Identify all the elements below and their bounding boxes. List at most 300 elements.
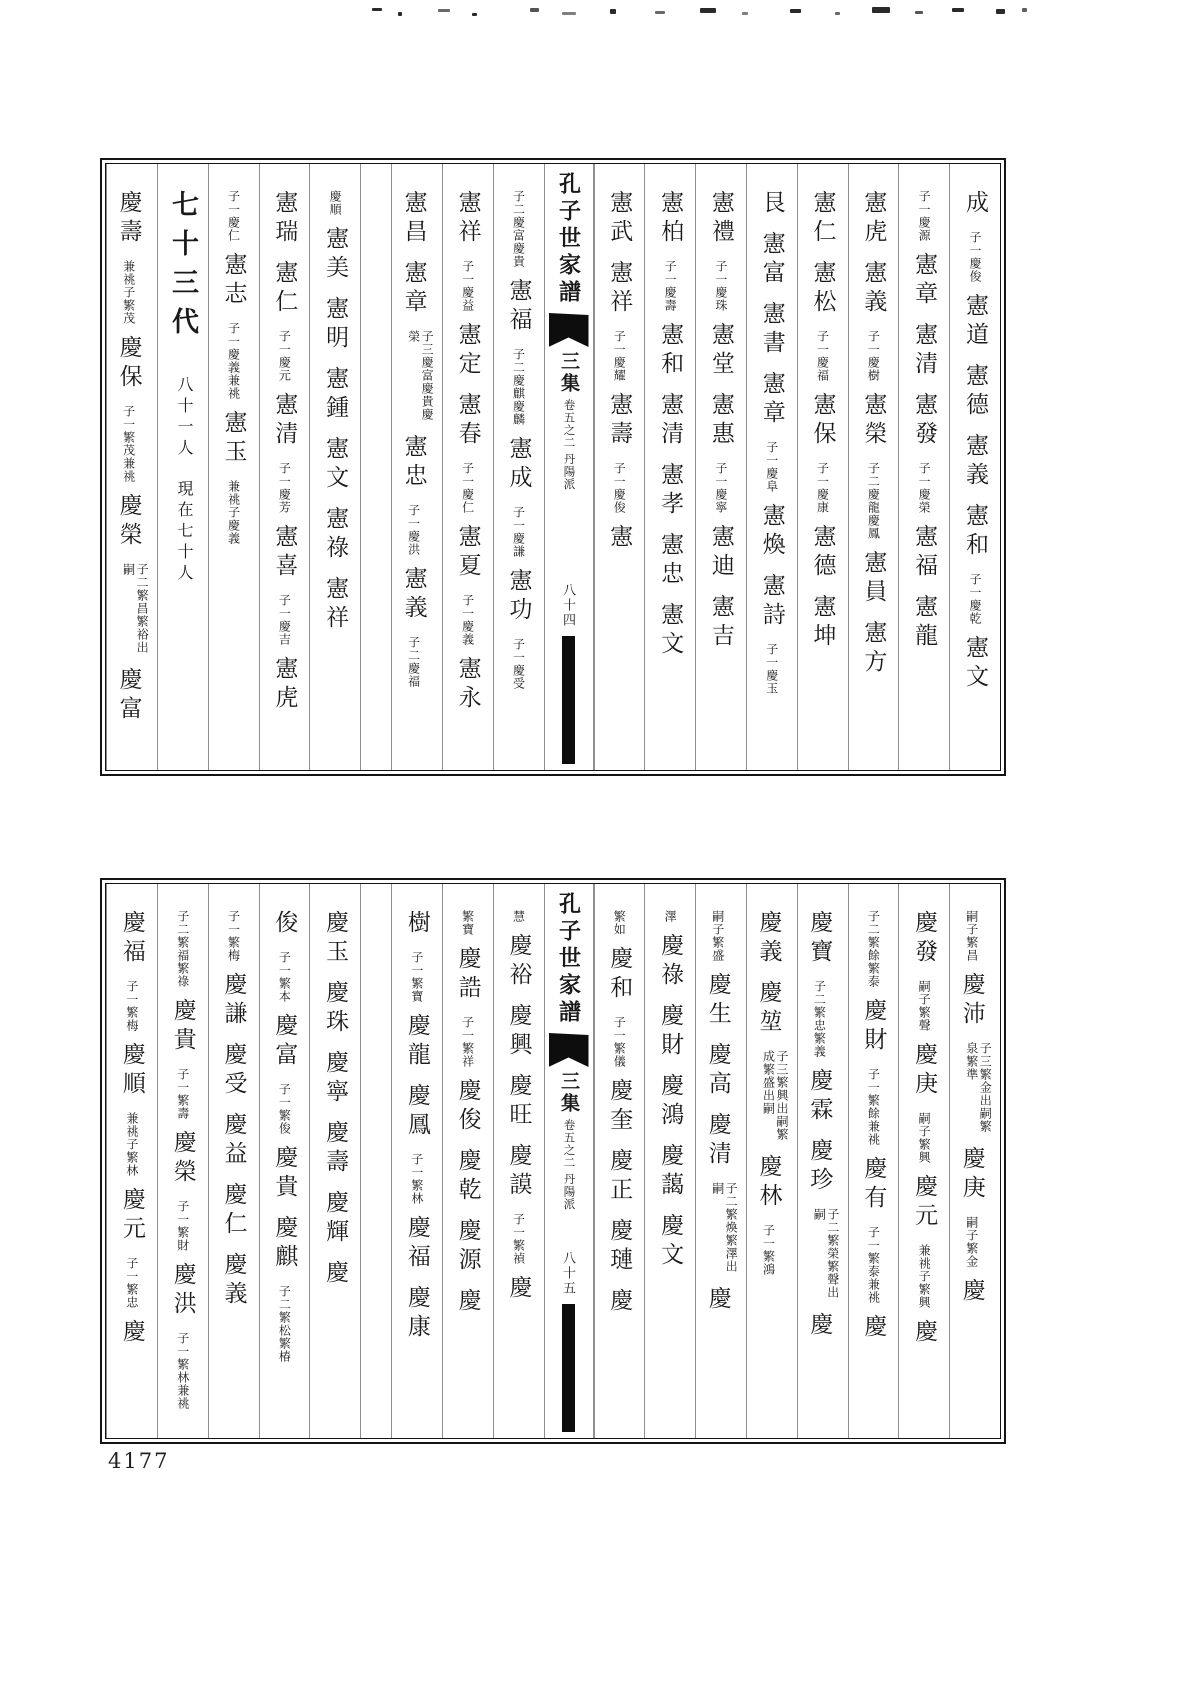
name-entry: 慶 — [607, 1288, 633, 1317]
name-entry: 憲發 — [912, 392, 938, 450]
name-entry: 憲和 — [962, 503, 988, 561]
genealogy-column — [746, 164, 797, 770]
column-text-flow — [272, 910, 298, 1434]
sons-annotation: 嗣子繁聲 — [917, 980, 932, 1032]
black-bar-mark — [562, 636, 575, 764]
name-entry: 憲保 — [810, 392, 836, 450]
name-entry: 憲虎 — [861, 190, 887, 248]
genealogy-column — [309, 164, 360, 770]
sons-annotation: 子一慶榮 — [917, 462, 932, 514]
name-entry: 慶龍 — [404, 1013, 430, 1071]
sons-annotation: 子一慶康 — [815, 462, 830, 514]
sons-annotation: 子一慶玉 — [764, 643, 779, 695]
sons-annotation: 子一繁壽 — [175, 1068, 190, 1120]
book-title: 孔子世家譜 — [556, 892, 582, 1027]
name-entry: 憲功 — [506, 568, 532, 626]
name-entry: 憲方 — [861, 620, 887, 678]
column-text-flow — [168, 190, 198, 766]
book-title: 孔子世家譜 — [556, 172, 582, 307]
genealogy-column — [949, 884, 1000, 1438]
genealogy-column — [493, 884, 544, 1438]
name-entry: 憲仁 — [810, 190, 836, 248]
genealogy-column — [208, 884, 259, 1438]
sons-annotation: 子一慶芳 — [277, 462, 292, 514]
name-entry: 憲堂 — [708, 322, 734, 380]
name-entry: 慶旺 — [506, 1073, 532, 1131]
name-entry: 慶奎 — [607, 1078, 633, 1136]
name-entry: 憲柏 — [658, 190, 684, 248]
genealogy-column — [848, 884, 899, 1438]
name-entry: 憲虎 — [272, 656, 298, 714]
name-entry: 憲仁 — [272, 260, 298, 318]
genealogy-column — [695, 164, 746, 770]
scan-artifact — [398, 12, 402, 16]
genealogy-column — [157, 884, 208, 1438]
sons-annotation: 子一繁茂兼祧 — [121, 405, 136, 483]
name-entry: 憲煥 — [759, 503, 785, 561]
column-text-flow — [221, 910, 247, 1434]
name-entry: 慶義 — [756, 910, 782, 968]
volume-label: 三集 — [558, 351, 579, 395]
name-entry: 慶庚 — [912, 1042, 938, 1100]
name-entry: 慶俊 — [455, 1078, 481, 1136]
name-entry: 慶富 — [116, 667, 142, 725]
sons-annotation: 子一慶吉 — [277, 594, 292, 646]
sons-annotation: 子二慶龍慶鳳 — [866, 462, 881, 540]
name-entry: 慶 — [119, 1319, 145, 1348]
name-entry: 慶和 — [607, 946, 633, 1004]
name-entry: 憲坤 — [810, 594, 836, 652]
sons-annotation: 子一慶俊 — [967, 231, 982, 283]
name-entry: 憲榮 — [861, 392, 887, 450]
name-entry: 憲永 — [455, 656, 481, 714]
name-entry: 憲清 — [272, 392, 298, 450]
name-entry: 慶霖 — [807, 1068, 833, 1126]
name-entry: 憲福 — [506, 278, 532, 336]
name-entry: 憲章 — [912, 252, 938, 310]
sons-annotation: 子一繁梅 — [124, 980, 139, 1032]
sons-annotation: 慧 — [511, 910, 526, 923]
name-entry: 慶 — [323, 1260, 349, 1289]
sons-annotation: 子一慶乾 — [967, 573, 982, 625]
sons-annotation: 子一慶壽 — [663, 260, 678, 312]
sons-annotation: 子三繁金出嗣繁泉繁準 — [964, 1042, 993, 1133]
genealogy-column — [644, 164, 695, 770]
sons-annotation: 子一繁俊 — [277, 1083, 292, 1135]
name-entry: 慶誥 — [455, 946, 481, 1004]
name-entry: 慶正 — [607, 1148, 633, 1206]
branch-label: 丹陽派 — [562, 1173, 575, 1211]
name-entry: 憲詩 — [759, 573, 785, 631]
name-entry: 憲德 — [962, 363, 988, 421]
name-entry: 慶璉 — [607, 1218, 633, 1276]
sons-annotation: 子一慶謙 — [511, 506, 526, 558]
sons-annotation: 子一慶義 — [460, 594, 475, 646]
genealogy-column — [695, 884, 746, 1438]
name-entry: 慶發 — [912, 910, 938, 968]
name-entry: 慶乾 — [455, 1148, 481, 1206]
name-entry: 慶康 — [404, 1285, 430, 1343]
column-text-flow — [506, 910, 532, 1434]
column-text-flow — [962, 190, 988, 766]
name-entry: 慶貴 — [272, 1145, 298, 1203]
sons-annotation: 兼祧子繁林 — [124, 1112, 139, 1177]
sons-annotation: 子二繁昌繁裕出嗣 — [121, 563, 150, 654]
scan-artifact — [372, 8, 382, 11]
name-entry: 慶寶 — [807, 910, 833, 968]
name-entry: 憲章 — [401, 260, 427, 318]
sons-annotation: 子一慶耀 — [612, 330, 627, 382]
scan-artifact — [655, 11, 665, 14]
column-text-flow — [756, 910, 788, 1434]
genealogy-column — [594, 164, 645, 770]
sons-annotation: 子一慶義兼祧 — [226, 322, 241, 400]
name-entry: 憲道 — [962, 293, 988, 351]
page-number: 4177 — [108, 1449, 170, 1473]
name-entry: 慶林 — [756, 1154, 782, 1212]
name-entry: 憲龍 — [912, 594, 938, 652]
genealogy-column — [309, 884, 360, 1438]
genealogy-column — [391, 884, 442, 1438]
column-text-flow — [759, 190, 785, 766]
name-entry: 憲孝 — [658, 462, 684, 520]
genealogy-sheet-top — [100, 158, 1006, 776]
name-entry: 慶有 — [861, 1156, 887, 1214]
sons-annotation: 兼祧子繁茂 — [121, 260, 136, 325]
sons-annotation: 子一繁梅 — [226, 910, 241, 962]
column-text-flow — [221, 190, 247, 766]
name-entry: 慶源 — [455, 1218, 481, 1276]
sons-annotation: 兼祧子繁興 — [917, 1244, 932, 1309]
scan-artifact — [996, 9, 1005, 14]
name-entry: 慶謨 — [506, 1143, 532, 1201]
genealogy-column — [360, 164, 391, 770]
sons-annotation: 子一繁林 — [409, 1153, 424, 1205]
name-entry: 憲玉 — [221, 410, 247, 468]
sons-annotation: 子一慶仁 — [226, 190, 241, 242]
column-text-flow — [506, 190, 532, 766]
name-entry: 艮 — [759, 190, 785, 219]
scan-artifact — [438, 9, 450, 12]
column-text-flow — [607, 910, 633, 1434]
name-entry: 憲迪 — [708, 524, 734, 582]
name-entry: 憲昌 — [401, 190, 427, 248]
name-entry: 慶壽 — [116, 190, 142, 248]
column-text-flow — [657, 190, 683, 766]
genealogy-column — [391, 164, 442, 770]
sons-annotation: 子一繁寶 — [409, 951, 424, 1003]
name-entry: 憲忠 — [401, 434, 427, 492]
name-entry: 憲美 — [323, 226, 349, 284]
scan-artifact — [915, 11, 923, 14]
column-text-flow — [322, 910, 348, 1434]
name-entry: 慶裕 — [506, 933, 532, 991]
name-entry: 慶元 — [119, 1187, 145, 1245]
name-entry: 憲禮 — [708, 190, 734, 248]
name-entry: 慶藹 — [658, 1143, 684, 1201]
sons-annotation: 子二繁忠繁義 — [812, 980, 827, 1058]
sons-annotation: 子一繁本 — [277, 951, 292, 1003]
sons-annotation: 子一繁餘兼祧 — [866, 1068, 881, 1146]
name-entry: 慶珠 — [323, 980, 349, 1038]
genealogy-column — [644, 884, 695, 1438]
sons-annotation: 子一繁忠 — [124, 1257, 139, 1309]
sons-annotation: 子二繁餘繁泰 — [866, 910, 881, 988]
name-entry: 慶 — [506, 1275, 532, 1304]
sons-annotation: 繁如 — [612, 910, 627, 936]
name-entry: 憲定 — [455, 322, 481, 380]
name-entry: 慶麒 — [272, 1215, 298, 1273]
name-entry: 慶玉 — [323, 910, 349, 968]
sons-annotation: 子一慶寧 — [713, 462, 728, 514]
scan-artifact — [742, 12, 748, 15]
sons-annotation: 子二繁松繁椿 — [277, 1285, 292, 1363]
name-entry: 慶榮 — [170, 1130, 196, 1188]
sons-annotation: 子二慶富慶貴 — [511, 190, 526, 268]
name-entry: 慶福 — [404, 1215, 430, 1273]
sons-annotation: 繁寶 — [460, 910, 475, 936]
sons-annotation: 子一慶受 — [511, 638, 526, 690]
sons-annotation: 子一慶阜 — [764, 441, 779, 493]
genealogy-sheet-bottom — [100, 878, 1006, 1444]
name-entry: 慶鴻 — [658, 1073, 684, 1131]
sons-annotation: 子一繁禎 — [511, 1213, 526, 1265]
genealogy-column — [442, 164, 493, 770]
genealogy-column — [493, 164, 544, 770]
name-entry: 憲 — [607, 524, 633, 553]
name-entry: 慶福 — [119, 910, 145, 968]
sons-annotation: 子一繁泰兼祧 — [866, 1226, 881, 1304]
name-entry: 憲祥 — [323, 576, 349, 634]
name-entry: 慶 — [705, 1286, 731, 1315]
name-entry: 憲惠 — [708, 392, 734, 450]
name-entry: 憲喜 — [272, 524, 298, 582]
sons-annotation: 子一繁林兼祧 — [175, 1332, 190, 1410]
branch-label: 丹陽派 — [562, 453, 575, 491]
chapter-label: 卷五之二 — [562, 399, 575, 449]
name-entry: 慶義 — [221, 1252, 247, 1310]
column-text-flow — [705, 910, 737, 1434]
sons-annotation: 子二慶麒慶麟 — [511, 348, 526, 426]
fishtail-mark-icon — [549, 1033, 589, 1067]
genealogy-column — [848, 164, 899, 770]
name-entry: 慶 — [912, 1319, 938, 1348]
genealogy-column — [746, 884, 797, 1438]
name-entry: 慶榮 — [116, 493, 142, 551]
scan-artifact — [700, 8, 716, 13]
name-entry: 樹 — [404, 910, 430, 939]
name-entry: 慶元 — [912, 1174, 938, 1232]
sheet-bottom-columns — [105, 883, 1001, 1439]
name-entry: 成 — [962, 190, 988, 219]
genealogy-column — [259, 164, 310, 770]
name-entry: 憲和 — [658, 322, 684, 380]
name-entry: 慶 — [807, 1312, 833, 1341]
sons-annotation: 子一慶俊 — [612, 462, 627, 514]
sons-annotation: 子一慶樹 — [866, 330, 881, 382]
genealogy-column — [898, 164, 949, 770]
genealogy-column — [106, 884, 157, 1438]
name-entry: 慶寧 — [323, 1050, 349, 1108]
genealogy-column — [360, 884, 391, 1438]
column-text-flow — [455, 190, 481, 766]
name-entry: 憲文 — [658, 602, 684, 660]
scan-artifact — [872, 7, 890, 13]
column-text-flow — [116, 190, 148, 766]
name-entry: 慶富 — [272, 1013, 298, 1071]
sons-annotation: 子三繁興出嗣繁成繁盛出嗣 — [761, 1050, 789, 1141]
column-text-flow — [119, 910, 145, 1434]
name-entry: 憲祥 — [455, 190, 481, 248]
name-entry: 慶文 — [658, 1213, 684, 1271]
name-entry: 憲清 — [658, 392, 684, 450]
column-text-flow — [401, 190, 433, 766]
sons-annotation: 子一慶福 — [815, 330, 830, 382]
name-entry: 憲富 — [759, 231, 785, 289]
fold-column — [544, 884, 594, 1438]
name-entry: 慶沛 — [959, 972, 985, 1030]
name-entry: 憲文 — [962, 635, 988, 693]
column-text-flow — [607, 190, 633, 766]
sons-annotation: 慶順 — [328, 190, 343, 216]
name-entry: 慶 — [959, 1278, 985, 1307]
name-entry: 憲春 — [455, 392, 481, 450]
name-entry: 憲壽 — [607, 392, 633, 450]
name-entry: 慶順 — [119, 1042, 145, 1100]
genealogy-column — [949, 164, 1000, 770]
column-text-flow — [911, 910, 937, 1434]
sons-annotation: 嗣子繁昌 — [964, 910, 979, 962]
sons-annotation: 子一繁祥 — [460, 1016, 475, 1068]
sons-annotation: 子一慶珠 — [713, 260, 728, 312]
name-entry: 憲德 — [810, 524, 836, 582]
column-text-flow — [807, 910, 839, 1434]
volume-label: 三集 — [558, 1071, 579, 1115]
name-entry: 慶生 — [705, 972, 731, 1030]
genealogy-column — [797, 884, 848, 1438]
name-entry: 慶貴 — [170, 998, 196, 1056]
name-entry: 憲瑞 — [272, 190, 298, 248]
name-entry: 慶鳳 — [404, 1083, 430, 1141]
column-text-flow — [455, 910, 481, 1434]
name-entry: 慶堃 — [756, 980, 782, 1038]
scan-artifact — [1022, 8, 1027, 12]
scan-artifact — [472, 13, 477, 16]
name-entry: 慶興 — [506, 1003, 532, 1061]
column-text-flow — [170, 910, 196, 1434]
column-text-flow — [911, 190, 937, 766]
name-entry: 慶祿 — [658, 933, 684, 991]
name-entry: 憲鍾 — [323, 366, 349, 424]
column-text-flow — [959, 910, 991, 1434]
name-entry: 憲福 — [912, 524, 938, 582]
sons-annotation: 子一慶源 — [917, 190, 932, 242]
sons-annotation: 子一慶仁 — [460, 462, 475, 514]
fishtail-mark-icon — [549, 313, 589, 347]
name-entry: 慶保 — [116, 335, 142, 393]
fold-column — [544, 164, 594, 770]
column-text-flow — [404, 910, 430, 1434]
column-text-flow — [810, 190, 836, 766]
sons-annotation: 嗣子繁金 — [964, 1216, 979, 1268]
column-text-flow — [657, 910, 683, 1434]
sons-annotation: 兼祧子慶義 — [226, 480, 241, 545]
column-text-flow — [861, 190, 887, 766]
sheet-top-columns — [105, 163, 1001, 771]
sons-annotation: 子一繁鴻 — [761, 1224, 776, 1276]
name-entry: 慶壽 — [323, 1120, 349, 1178]
name-entry: 憲志 — [221, 252, 247, 310]
genealogy-column — [259, 884, 310, 1438]
name-entry: 憲松 — [810, 260, 836, 318]
name-entry: 憲員 — [861, 550, 887, 608]
name-entry: 憲義 — [962, 433, 988, 491]
genealogy-column — [594, 884, 645, 1438]
name-entry: 慶庚 — [959, 1146, 985, 1204]
genealogy-column — [208, 164, 259, 770]
genealogy-column — [442, 884, 493, 1438]
genealogy-column — [106, 164, 157, 770]
folio-number: 八十四 — [561, 583, 576, 628]
name-entry: 憲明 — [323, 296, 349, 354]
sons-annotation: 子一慶洪 — [406, 504, 421, 556]
name-entry: 憲章 — [759, 371, 785, 429]
scan-artifact — [562, 12, 576, 15]
name-entry: 慶仁 — [221, 1182, 247, 1240]
sons-annotation: 子一慶益 — [460, 260, 475, 312]
column-text-flow — [272, 190, 298, 766]
folio-number: 八十五 — [561, 1251, 576, 1296]
generation-subheader: 現在七十人 — [174, 480, 192, 585]
name-entry: 憲義 — [401, 566, 427, 624]
name-entry: 憲書 — [759, 301, 785, 359]
column-text-flow — [322, 190, 348, 766]
name-entry: 慶 — [455, 1288, 481, 1317]
genealogy-column — [797, 164, 848, 770]
scan-artifact — [790, 9, 801, 13]
name-entry: 憲義 — [861, 260, 887, 318]
name-entry: 憲清 — [912, 322, 938, 380]
sons-annotation: 嗣子繁興 — [917, 1112, 932, 1164]
name-entry: 慶珍 — [807, 1138, 833, 1196]
sons-annotation: 子一繁儀 — [612, 1016, 627, 1068]
black-bar-mark — [562, 1304, 575, 1432]
scan-artifact — [610, 9, 616, 14]
name-entry: 慶洪 — [170, 1262, 196, 1320]
sons-annotation: 子三慶富慶貴慶榮 — [406, 330, 435, 421]
column-text-flow — [708, 190, 734, 766]
name-entry: 慶高 — [705, 1042, 731, 1100]
chapter-label: 卷五之二 — [562, 1119, 575, 1169]
name-entry: 憲成 — [506, 436, 532, 494]
sons-annotation: 子二繁福繁祿 — [175, 910, 190, 988]
name-entry: 憲夏 — [455, 524, 481, 582]
name-entry: 憲祥 — [607, 260, 633, 318]
name-entry: 憲祿 — [323, 506, 349, 564]
name-entry: 慶財 — [861, 998, 887, 1056]
scan-artifact — [835, 12, 840, 15]
generation-subheader: 八十一人 — [174, 376, 192, 460]
sons-annotation: 子一繁財 — [175, 1200, 190, 1252]
genealogy-column — [157, 164, 208, 770]
name-entry: 慶益 — [221, 1112, 247, 1170]
name-entry: 憲文 — [323, 436, 349, 494]
name-entry: 慶受 — [221, 1042, 247, 1100]
name-entry: 憲吉 — [708, 594, 734, 652]
name-entry: 憲武 — [607, 190, 633, 248]
sons-annotation: 嗣子繁盛 — [710, 910, 725, 962]
sons-annotation: 子二繁榮繁聲出嗣 — [812, 1208, 840, 1299]
